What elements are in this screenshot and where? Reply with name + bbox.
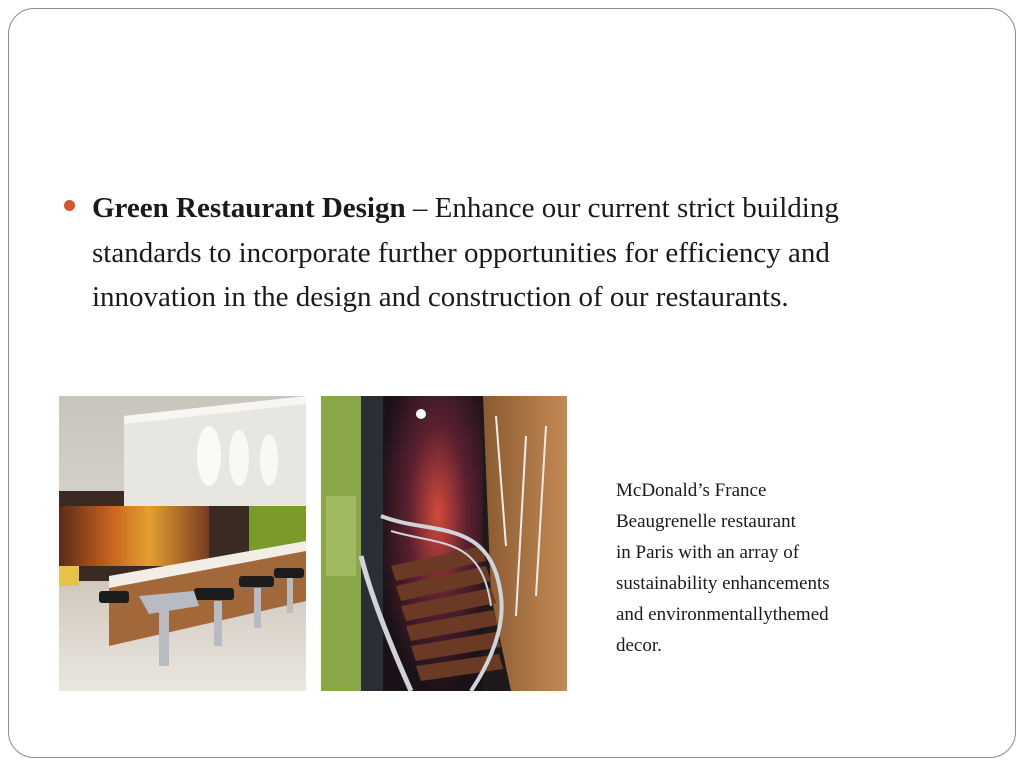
caption-line: McDonald’s France	[616, 480, 767, 501]
bullet-text	[92, 186, 942, 320]
caption-line: decor.	[616, 635, 662, 656]
caption-line: in Paris with an array of	[616, 542, 800, 563]
staircase-photo	[321, 396, 567, 691]
restaurant-interior-photo	[59, 396, 306, 691]
bullet-heading: Green Restaurant Design	[92, 192, 406, 224]
caption-line: Beaugrenelle restaurant	[616, 511, 796, 532]
caption-line: and environmentallythemed	[616, 604, 829, 625]
caption-line: sustainability enhancements	[616, 573, 830, 594]
photo-caption	[616, 475, 916, 661]
bullet-body: Enhance our current strict building standards to incorporate further opportunities for efficiency and innovation in the design and construction of our restaurants.	[92, 192, 839, 313]
bullet-dot-icon	[64, 200, 75, 211]
bullet-dash: –	[405, 192, 435, 224]
